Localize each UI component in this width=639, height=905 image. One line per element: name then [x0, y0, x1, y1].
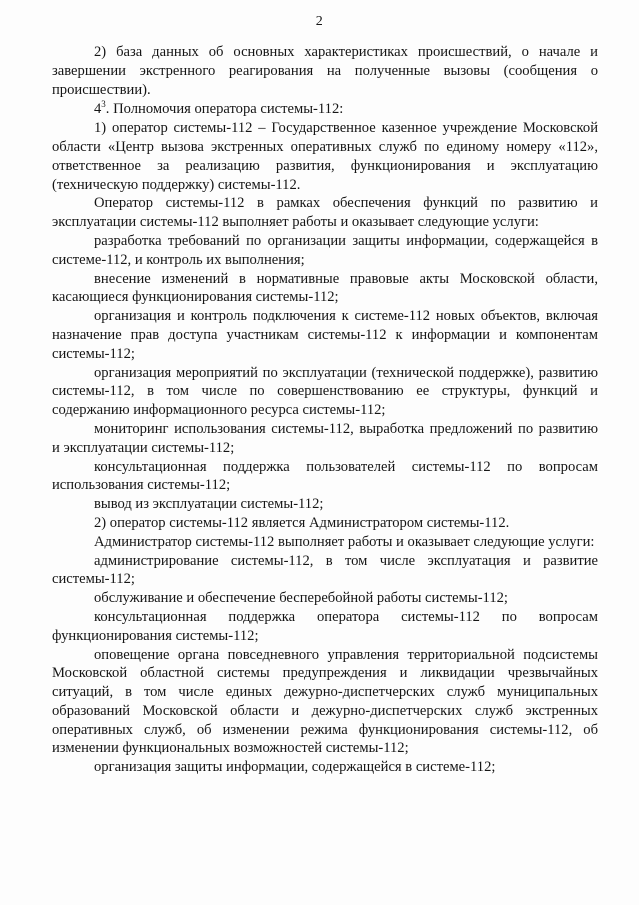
paragraph: Администратор системы-112 выполняет работы и оказывает следующие услуги: [94, 533, 595, 550]
section-title: . Полномочия оператора системы-112: [105, 101, 344, 118]
paragraph: мониторинг использования системы-112, выработка предложений по развитию и эксплуатации системы-112; [52, 420, 598, 456]
paragraph: оповещение органа повседневного управления территориальной подсистемы Московской областной системы предупреждения и ликвидации чрезвычайных ситуаций, в том числе единых дежурно-диспетчерских служб муниципальных образований Московской области и дежурно-диспетчерских служб экстренных оперативных служб, об изменении режима функционирования системы-112, об изменении функциональных возможностей системы-112; [52, 646, 598, 757]
paragraph: организация мероприятий по эксплуатации (технической поддержке), развитию системы-112, в том числе по совершенствованию ее структуры, функций и содержанию информационного ресурса системы-112; [52, 364, 598, 419]
paragraph: 2) оператор системы-112 является Администратором системы-112. [94, 514, 510, 531]
paragraph: Оператор системы-112 в рамках обеспечения функций по развитию и эксплуатации системы-112 выполняет работы и оказывает следующие услуги: [52, 195, 598, 231]
paragraph: внесение изменений в нормативные правовые акты Московской области, касающиеся функционирования системы-112; [52, 270, 598, 306]
paragraph: организация и контроль подключения к системе-112 новых объектов, включая назначение прав доступа участникам системы-112 к информации и компонентам системы-112; [52, 308, 598, 362]
paragraph: 2) база данных об основных характеристиках происшествий, о начале и завершении экстренного реагирования на полученные вызовы (сообщения о происшествии). [52, 44, 598, 98]
paragraph: вывод из эксплуатации системы-112; [94, 496, 324, 513]
page-number: 2 [315, 14, 324, 29]
paragraph: консультационная поддержка оператора системы-112 по вопросам функционирования системы-112; [52, 608, 598, 644]
section-number: 4 [94, 101, 102, 118]
section-heading [52, 100, 598, 119]
paragraph: обслуживание и обеспечение бесперебойной работы системы-112; [94, 590, 508, 607]
paragraph: администрирование системы-112, в том числе эксплуатация и развитие системы-112; [52, 552, 598, 588]
paragraph: 1) оператор системы-112 – Государственное казенное учреждение Московской области «Центр вызова экстренных оперативных служб по единому номеру «112», ответственное за реализацию развития, функционирования и эксплуатацию (техническую поддержку) системы-112. [52, 120, 598, 193]
section-superscript: 3 [101, 99, 106, 110]
paragraph: разработка требований по организации защиты информации, содержащейся в системе-112, и контроль их выполнения; [52, 232, 598, 268]
paragraph: организация защиты информации, содержащейся в системе-112; [94, 759, 496, 776]
document-body [52, 43, 598, 777]
paragraph: консультационная поддержка пользователей системы-112 по вопросам использования системы-112; [52, 458, 598, 494]
